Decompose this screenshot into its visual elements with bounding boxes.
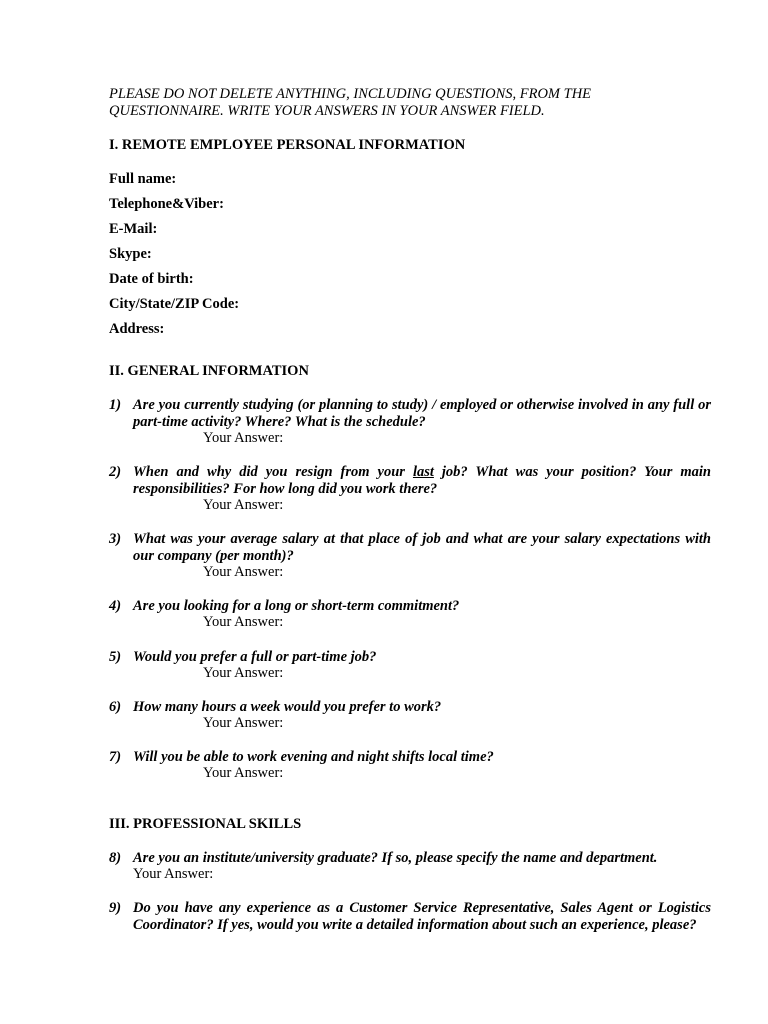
question-item (109, 649, 711, 666)
question-text: Will you be able to work evening and night shifts local time? (133, 749, 494, 765)
skype-label: Skype: (109, 246, 152, 262)
question-text: How many hours a week would you prefer to work? (133, 699, 442, 715)
section-heading-personal-info: I. REMOTE EMPLOYEE PERSONAL INFORMATION (109, 137, 466, 153)
answer-field[interactable]: Your Answer: (203, 497, 284, 513)
answer-field[interactable]: Your Answer: (203, 564, 284, 580)
city-state-zip-label: City/State/ZIP Code: (109, 296, 240, 312)
address-label: Address: (109, 321, 165, 337)
question-text: When and why did you resign from your last job? What was your position? Your main responsibilities? For how long did you work there? (133, 464, 711, 497)
answer-field[interactable]: Your Answer: (203, 614, 284, 630)
telephone-label: Telephone&Viber: (109, 196, 224, 212)
question-item (109, 699, 711, 716)
question-number: 9) (109, 900, 122, 916)
question-number: 3) (109, 531, 122, 547)
question-item (109, 850, 711, 867)
underlined-word: last (412, 464, 434, 480)
question-item (109, 749, 711, 766)
section-heading-general-info: II. GENERAL INFORMATION (109, 363, 309, 379)
question-number: 4) (109, 598, 122, 614)
question-number: 5) (109, 649, 122, 665)
answer-field[interactable]: Your Answer: (133, 866, 214, 882)
date-of-birth-label: Date of birth: (109, 271, 194, 287)
question-number: 6) (109, 699, 122, 715)
question-item (109, 531, 711, 565)
question-text: Would you prefer a full or part-time job? (133, 649, 377, 665)
answer-field[interactable]: Your Answer: (203, 430, 284, 446)
full-name-label: Full name: (109, 171, 177, 187)
question-item (109, 397, 711, 431)
answer-field[interactable]: Your Answer: (203, 765, 284, 781)
question-number: 8) (109, 850, 122, 866)
answer-field[interactable]: Your Answer: (203, 665, 284, 681)
question-item (109, 598, 711, 615)
question-number: 7) (109, 749, 122, 765)
instructions-notice: PLEASE DO NOT DELETE ANYTHING, INCLUDING QUESTIONS, FROM THE QUESTIONNAIRE. WRITE YOUR ANSWERS IN YOUR ANSWER FIELD. (109, 86, 592, 119)
question-text: Do you have any experience as a Customer Service Representative, Sales Agent or Logistics Coordinator? If yes, would you write a detailed information about such an experience, please? (133, 900, 711, 933)
question-number: 2) (109, 464, 122, 480)
question-text: Are you currently studying (or planning to study) / employed or otherwise involved in any full or part-time activity? Where? What is the schedule? (133, 397, 711, 430)
question-number: 1) (109, 397, 122, 413)
question-item (109, 464, 711, 498)
question-item (109, 900, 711, 934)
question-text: Are you an institute/university graduate? If so, please specify the name and department. (133, 850, 658, 866)
section-heading-professional-skills: III. PROFESSIONAL SKILLS (109, 816, 302, 832)
email-label: E-Mail: (109, 221, 158, 237)
answer-field[interactable]: Your Answer: (203, 715, 284, 731)
question-text: What was your average salary at that place of job and what are your salary expectations with our company (per month)? (133, 531, 711, 564)
question-text: Are you looking for a long or short-term commitment? (133, 598, 460, 614)
